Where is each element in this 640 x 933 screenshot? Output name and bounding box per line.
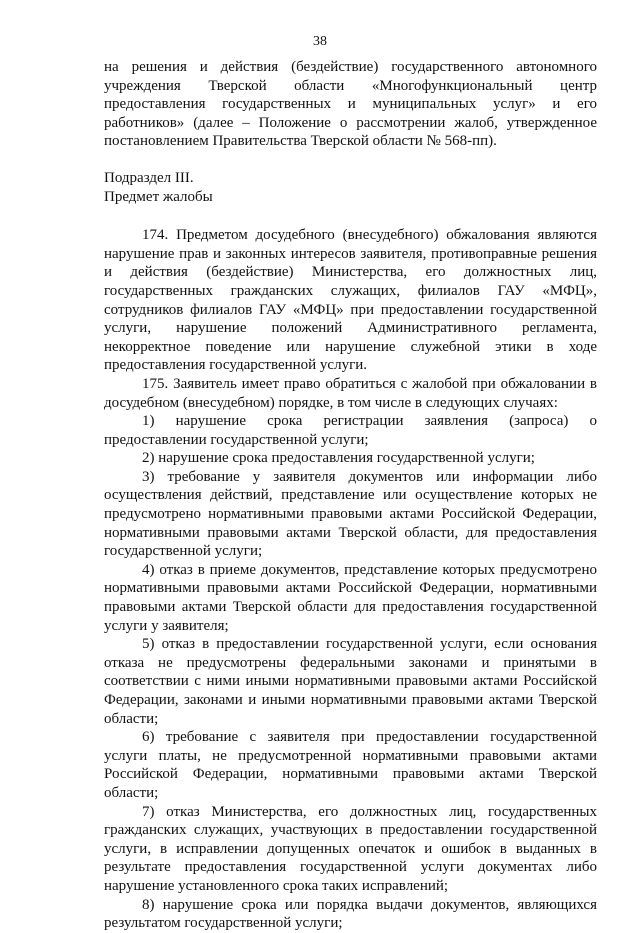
- document-body: [104, 58, 597, 933]
- list-item-5: 5) отказ в предоставлении государственной услуги, если основания отказа не предусмотрены федеральными законами и принятыми в соответствии с ними иными нормативными правовыми актами Российской Федерации, законами и иными нормативными правовыми актами Тверской области;: [104, 636, 597, 727]
- list-item-7: 7) отказ Министерства, его должностных лиц, государственных гражданских служащих, участвующих в предоставлении государственной услуги, в исправлении допущенных опечаток и ошибок в выданных в результате предоставления государственной услуги документах либо нарушение установленного срока таких исправлений;: [104, 803, 597, 894]
- intro-paragraph: на решения и действия (бездействие) государственного автономного учреждения Тверской области «Многофункциональный центр предоставления государственных и муниципальных услуг» и его работников» (далее – Положение о рассмотрении жалоб, утвержденное постановлением Правительства Тверской области № 568-пп).: [104, 59, 597, 150]
- subsection-heading: [104, 169, 597, 206]
- list-item-4: 4) отказ в приеме документов, представление которых предусмотрено нормативными правовыми актами Российской Федерации, нормативными правовыми актами Тверской области для предоставления государственной услуги у заявителя;: [104, 561, 597, 634]
- paragraph-174: 174. Предметом досудебного (внесудебного) обжалования являются нарушение прав и законных интересов заявителя, противоправные решения и действия (бездействие) Министерства, его должностных лиц, государственных гражданских служащих, филиалов ГАУ «МФЦ», сотрудников филиалов ГАУ «МФЦ» при предоставлении государственной услуги, нарушение положений Административного регламента, некорректное поведение или нарушение служебной этики в ходе предоставления государственной услуги.: [104, 227, 597, 374]
- list-item-2: 2) нарушение срока предоставления государственной услуги;: [142, 450, 535, 467]
- paragraph-175: 175. Заявитель имеет право обратиться с жалобой при обжаловании в досудебном (внесудебном) порядке, в том числе в следующих случаях:: [104, 375, 597, 411]
- list-item-3: 3) требование у заявителя документов или информации либо осуществления действий, представление или осуществление которых не предусмотрено нормативными правовыми актами Российской Федерации, нормативными правовыми актами Тверской области, для предоставления государственной услуги;: [104, 468, 597, 560]
- list-item-1: 1) нарушение срока регистрации заявления (запроса) о предоставлении государственной услуги;: [104, 413, 597, 448]
- page-number: 38: [313, 34, 327, 49]
- list-item-6: 6) требование с заявителя при предоставлении государственной услуги платы, не предусмотренной нормативными правовыми актами Российской Федерации, нормативными правовыми актами Тверской области;: [104, 729, 597, 801]
- list-item-8: 8) нарушение срока или порядка выдачи документов, являющихся результатом государственной услуги;: [104, 896, 597, 932]
- subsection-title: Подраздел III.: [104, 169, 194, 186]
- subsection-subtitle: Предмет жалобы: [104, 188, 213, 205]
